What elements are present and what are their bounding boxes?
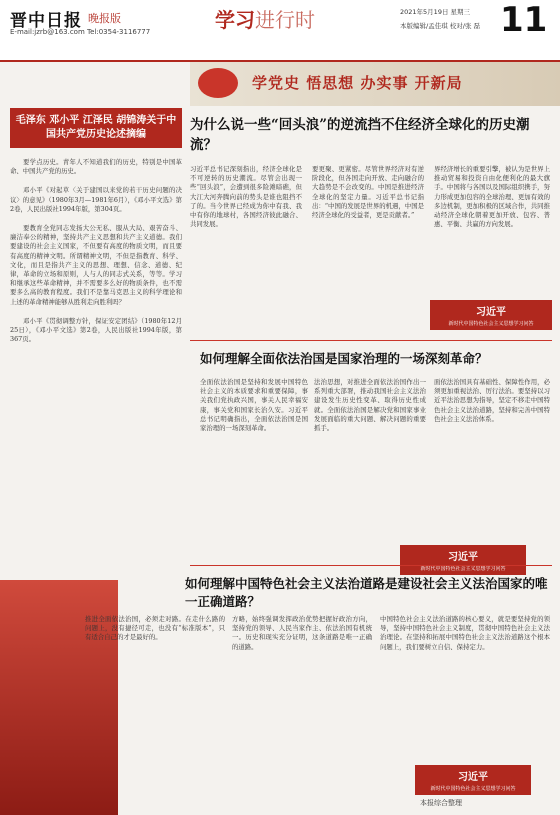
stamp-name: 习近平 [476,307,506,318]
footer-label: 本报综合整理 [420,799,462,807]
article3-col3: 中国特色社会主义法治道路的核心要义，就是要坚持党的领导，坚持中国特色社会主义制度，贯彻中国特色社会主义法治理论。在坚持和拓展中国特色社会主义法治道路这个根本问题上，我们要树立自信、保持定力。 [380,615,550,651]
sidebar [10,108,182,583]
contact-info: E-mail:jzrb@163.com Tel:0354-3116777 [10,28,151,36]
banner [190,62,560,106]
article2-col3: 面依法治国具有基础性、保障性作用，必须更加重视法治、厉行法治。要坚持以习近平法治思想为指导，坚定不移走中国特色社会主义法治道路，坚持和完善中国特色社会主义法治体系。 [434,378,550,423]
date: 2021年5月19日 星期三 [400,8,471,16]
section-subtitle: 进行时 [255,8,315,32]
article1-stamp [430,300,552,330]
article3-headline: 如何理解中国特色社会主义法治道路是建设社会主义法治国家的唯一正确道路？ [185,576,548,609]
masthead: 晋中日报 [10,11,82,31]
sidebar-source: 邓小平《贯彻调整方针，保证安定团结》（1980年12月25日），《邓小平文选》第2卷，人民出版社1994年版，第367页。 [10,316,182,344]
edition-label: 晚报版 [88,12,121,25]
stamp-subtitle: 新时代中国特色社会主义思想学习问答 [430,786,516,792]
article2-headline: 如何理解全面依法治国是国家治理的一场深刻革命？ [200,351,488,366]
section-title: 学习进行时 [215,8,315,32]
stamp-name: 习近平 [448,552,478,563]
article2-col2: 法治思想，对推进全面依法治国作出一系列重大部署，推动我国社会主义法治建设发生历史性变革、取得历史性成就。全面依法治国是解决党和国家事业发展面临的重大问题、解决问题的重要抓手。 [314,378,426,433]
sidebar-quote: 要学点历史。青年人不知道我们的历史，特别是中国革命、中国共产党的历史。 [10,158,182,176]
banner-slogan: 学党史 悟思想 办实事 开新局 [252,74,463,92]
article1-col1: 习近平总书记深刻指出，经济全球化是不可逆转的历史潮流。尽管会出现一些“回头浪”，会遭到很多险滩暗礁，但大江大河奔腾向前的势头是谁也阻挡不了的。当今世界已经成为你中有我、我中有你的地球村，各国经济彼此融合、共同发展。 [190,165,302,229]
stamp-subtitle: 新时代中国特色社会主义思想学习问答 [448,321,534,327]
article3-col1: 推进全面依法治国，必须走对路。在走什么路的问题上，没有捷径可走，也没有“标准版本”，只有适合自己的才是最好的。 [85,615,225,642]
divider [190,340,552,341]
article3-stamp [415,765,531,795]
article2-stamp [400,545,526,575]
party-emblem-icon [198,68,238,98]
editors: 本版编辑/孟佳琪 校对/张 磊 [400,22,481,30]
divider [190,565,552,566]
sidebar-quote: 要教育全党同志发扬大公无私、服从大局、艰苦奋斗、廉洁奉公的精神，坚持共产主义思想和共产主义道德。我们要建设的社会主义国家，不但要有高度的物质文明，而且要有高度的精神文明。所谓精神文明，不但是指教育、科学、文化，而且是指共产主义的思想、理想、信念、道德、纪律，革命的立场和原则，人与人的同志式关系，等等。学习和继承这些革命精神，并不需要多么好的物质条件，也不需要多么高的教育程度。我们不是靠马克思主义的科学理论和上述的革命精神能够从胜利走向胜利吗？ [10,224,182,306]
article1-col3: 界经济增长的重要引擎，被认为是世界上推动贸易和投资自由化便利化的最大旗手。中国将与各国以及国际组织携手，努力形成更加包容的全球治理、更加有效的多边机制，更加积极的区域合作，共同推动经济全球化朝着更加开放、包容、普惠、平衡、共赢的方向发展。 [434,165,550,229]
article1-headline: 为什么说一些“回头浪”的逆流挡不住经济全球化的历史潮流？ [190,117,530,153]
sidebar-source: 邓小平《对起草〈关于建国以来党的若干历史问题的决议〉的意见》（1980年3月—1981年6月），《邓小平文选》第2卷，人民出版社1994年版，第304页。 [10,186,182,213]
page-header [0,0,560,62]
stamp-name: 习近平 [458,772,488,783]
page-number: 11 [500,0,548,40]
article3-col2: 方略，始终强调发挥政治优势把握好政治方向，坚持党的领导、人民当家作主、依法治国有机统一。历史和现实充分证明，这条道路是唯一正确的道路。 [232,615,372,651]
sidebar-title: 毛泽东 邓小平 江泽民 胡锦涛关于中国共产党历史论述摘编 [10,108,182,148]
stamp-subtitle: 新时代中国特色社会主义思想学习问答 [420,566,506,572]
article1-col2: 要更聚、更紧密。尽管世界经济对有逆阶段化，但各国走向开放、走向融合的大趋势是不会改变的。中国是推进经济全球化的坚定力量。习近平总书记指出：“中国的发展是世界的机遇，中国是经济全球化的受益者，更是贡献者。” [312,165,424,220]
article2-col1: 全面依法治国是坚持和发展中国特色社会主义的本质要求和重要保障，事关我们党执政兴国，事关人民幸福安康，事关党和国家长治久安。习近平总书记明确指出，全面依法治国是国家治理的一场深刻革命。 [200,378,308,433]
